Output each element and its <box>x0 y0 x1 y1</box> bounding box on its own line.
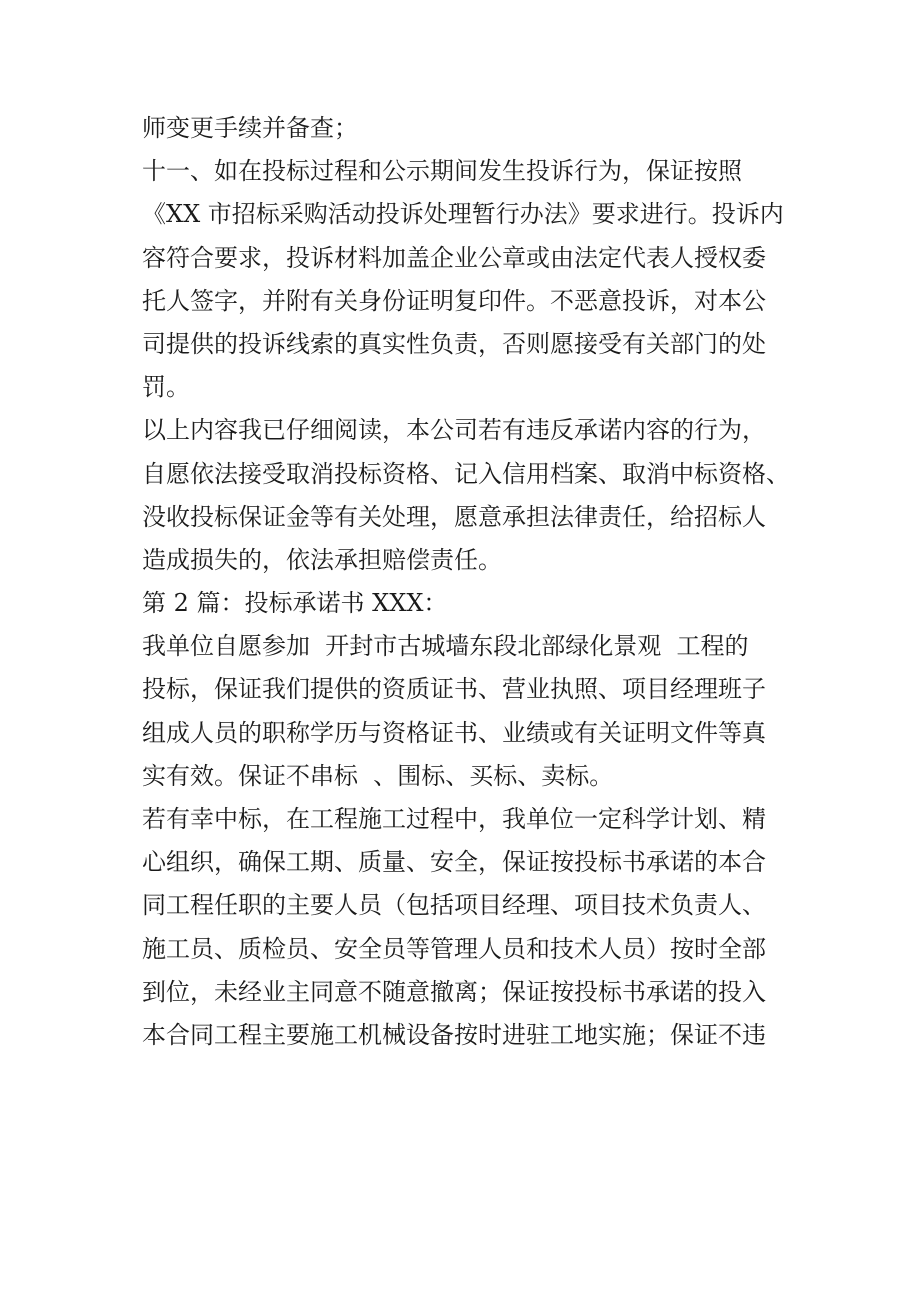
text-line: 本合同工程主要施工机械设备按时进驻工地实施；保证不违 <box>142 1020 766 1049</box>
text-line: 没收投标保证金等有关处理，愿意承担法律责任，给招标人 <box>142 502 766 531</box>
text-line: 以上内容我已仔细阅读，本公司若有违反承诺内容的行为， <box>142 416 766 445</box>
text-line: 托人签字，并附有关身份证明复印件。不恶意投诉，对本公 <box>142 286 766 315</box>
text-line: 到位，未经业主同意不随意撤离；保证按投标书承诺的投入 <box>142 977 766 1006</box>
text-line: 自愿依法接受取消投标资格、记入信用档案、取消中标资格、 <box>142 459 790 488</box>
text-line: 投标，保证我们提供的资质证书、营业执照、项目经理班子 <box>142 675 766 704</box>
document-body <box>142 107 822 1057</box>
text-line: 组成人员的职称学历与资格证书、业绩或有关证明文件等真 <box>142 718 766 747</box>
text-line: 实有效。保证不串标 、围标、买标、卖标。 <box>142 761 614 790</box>
text-line: 师变更手续并备查； <box>142 114 358 142</box>
section-heading: 第 2 篇：投标承诺书 XXX： <box>142 589 448 618</box>
text-line: 同工程任职的主要人员（包括项目经理、项目技术负责人、 <box>142 891 766 920</box>
text-line: 罚。 <box>142 373 190 402</box>
text-line: 若有幸中标，在工程施工过程中，我单位一定科学计划、精 <box>142 805 766 833</box>
text-line: 造成损失的，依法承担赔偿责任。 <box>142 545 502 574</box>
text-line: 心组织，确保工期、质量、安全，保证按投标书承诺的本合 <box>142 848 766 877</box>
text-line: 《XX 市招标采购活动投诉处理暂行办法》要求进行。投诉内 <box>142 200 784 229</box>
text-line: 司提供的投诉线索的真实性负责，否则愿接受有关部门的处 <box>142 329 766 358</box>
text-line: 我单位自愿参加 开封市古城墙东段北部绿化景观 工程的 <box>142 632 749 661</box>
text-line: 十一、如在投标过程和公示期间发生投诉行为，保证按照 <box>142 157 742 186</box>
text-line: 容符合要求，投诉材料加盖企业公章或由法定代表人授权委 <box>142 243 766 272</box>
text-line: 施工员、质检员、安全员等管理人员和技术人员）按时全部 <box>142 934 766 963</box>
